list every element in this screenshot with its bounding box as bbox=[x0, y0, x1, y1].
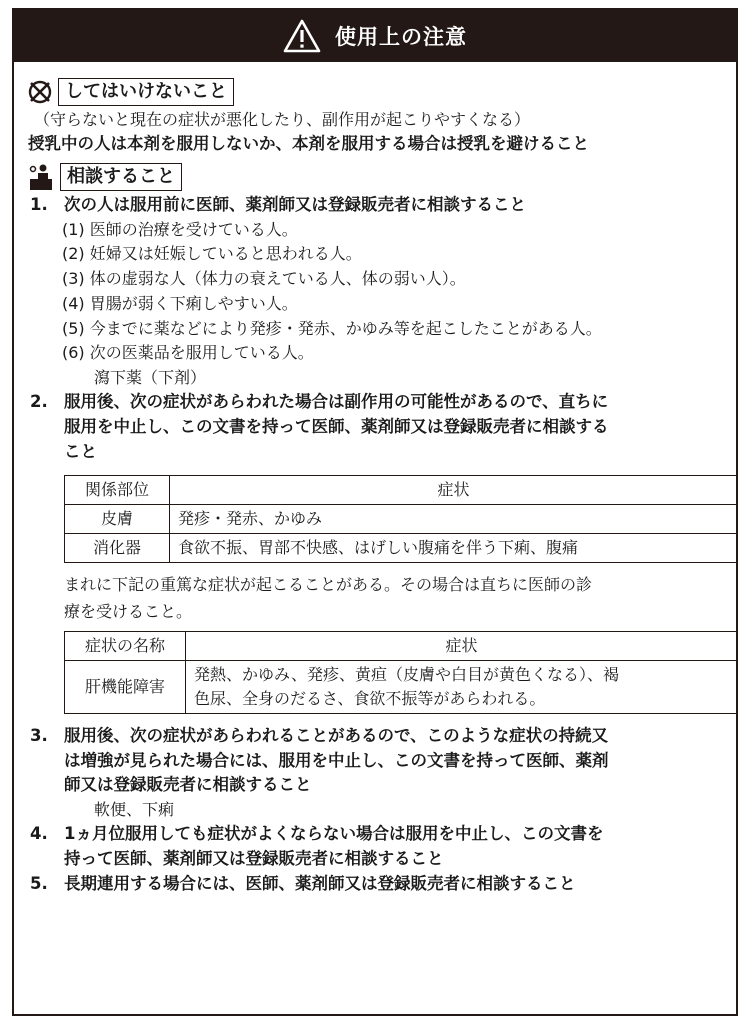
table-cell: 食欲不振、胃部不快感、はげしい腹痛を伴う下痢、腹痛 bbox=[170, 533, 738, 562]
prohibited-note: （守らないと現在の症状が悪化したり、副作用が起こりやすくなる） bbox=[34, 110, 531, 129]
table-cell bbox=[186, 660, 738, 713]
caution-frame bbox=[12, 8, 738, 1016]
item-text-line: 服用を中止し、この文書を持って医師、薬剤師又は登録販売者に相談する bbox=[64, 417, 609, 437]
serious-note-line: まれに下記の重篤な症状が起こることがある。その場合は直ちに医師の診 bbox=[64, 574, 593, 594]
header-bar bbox=[14, 10, 736, 62]
item-text-line: 師又は登録販売者に相談すること bbox=[64, 775, 312, 795]
prohibited-icon bbox=[28, 80, 52, 104]
item-text-line: 服用後、次の症状があらわれた場合は副作用の可能性があるので、直ちに bbox=[64, 392, 609, 412]
consult-item-3 bbox=[28, 724, 722, 798]
item-text-line: は増強が見られた場合には、服用を中止し、この文書を持って医師、薬剤 bbox=[64, 750, 609, 770]
item-text: 長期連用する場合には、医師、薬剤師又は登録販売者に相談すること bbox=[64, 873, 576, 893]
table-row bbox=[65, 533, 738, 562]
item-text-line: こと bbox=[64, 441, 97, 461]
item-text-line: 持って医師、薬剤師又は登録販売者に相談すること bbox=[64, 848, 444, 868]
item-text: 次の人は服用前に医師、薬剤師又は登録販売者に相談すること bbox=[64, 194, 526, 214]
sub-item: (5) 今までに薬などにより発疹・発赤、かゆみ等を起こしたことがある人。 bbox=[62, 318, 602, 338]
consult-item-1 bbox=[28, 193, 722, 218]
sub-sub-item: 軟便、下痢 bbox=[94, 800, 175, 820]
item-number: 2. bbox=[30, 392, 48, 412]
sub-item: (3) 体の虚弱な人（体力の衰えている人、体の弱い人）。 bbox=[62, 269, 466, 289]
table-cell: 肝機能障害 bbox=[65, 660, 186, 713]
table-cell: 消化器 bbox=[65, 533, 170, 562]
table-row bbox=[65, 504, 738, 533]
table-header: 関係部位 bbox=[65, 475, 170, 504]
item-text-line: 1ヵ月位服用しても症状がよくならない場合は服用を中止し、この文書を bbox=[64, 824, 604, 844]
warning-triangle-icon bbox=[283, 19, 321, 53]
sub-item: (4) 胃腸が弱く下痢しやすい人。 bbox=[62, 293, 298, 313]
item-number: 4. bbox=[30, 824, 48, 844]
prohibited-rule: 授乳中の人は本剤を服用しないか、本剤を服用する場合は授乳を避けること bbox=[28, 134, 589, 153]
item-number: 1. bbox=[30, 194, 48, 214]
sub-item: (6) 次の医薬品を服用している人。 bbox=[62, 343, 314, 363]
consult-item-2 bbox=[28, 390, 722, 464]
table-cell-line: 色尿、全身のだるさ、食欲不振等があらわれる。 bbox=[194, 688, 546, 708]
side-effects-table bbox=[64, 475, 738, 563]
table-header: 症状 bbox=[170, 475, 738, 504]
section-prohibited-label: してはいけないこと bbox=[58, 78, 234, 106]
sub-item: (1) 医師の治療を受けている人。 bbox=[62, 219, 298, 239]
section-prohibited-heading bbox=[28, 78, 722, 106]
table-header-row bbox=[65, 631, 738, 660]
serious-note-line: 療を受けること。 bbox=[64, 601, 193, 621]
item-text-line: 服用後、次の症状があらわれることがあるので、このような症状の持続又 bbox=[64, 725, 609, 745]
table-header: 症状 bbox=[186, 631, 738, 660]
table-header: 症状の名称 bbox=[65, 631, 186, 660]
header-title: 使用上の注意 bbox=[335, 25, 467, 49]
section-consult-label: 相談すること bbox=[60, 163, 182, 191]
sub-item: (2) 妊婦又は妊娠していると思われる人。 bbox=[62, 244, 362, 264]
item-number: 5. bbox=[30, 873, 48, 893]
serious-symptoms-table bbox=[64, 631, 738, 714]
consult-item-4 bbox=[28, 822, 722, 872]
consult-doctor-icon bbox=[28, 163, 54, 191]
table-cell-line: 発熱、かゆみ、発疹、黄疸（皮膚や白目が黄色くなる）、褐 bbox=[194, 664, 619, 684]
consult-item-5 bbox=[28, 872, 722, 897]
table-header-row bbox=[65, 475, 738, 504]
table-row bbox=[65, 660, 738, 713]
section-consult-heading bbox=[28, 163, 722, 191]
sub-sub-item: 瀉下薬（下剤） bbox=[94, 368, 207, 388]
item-number: 3. bbox=[30, 725, 48, 745]
table-cell: 皮膚 bbox=[65, 504, 170, 533]
table-cell: 発疹・発赤、かゆみ bbox=[170, 504, 738, 533]
